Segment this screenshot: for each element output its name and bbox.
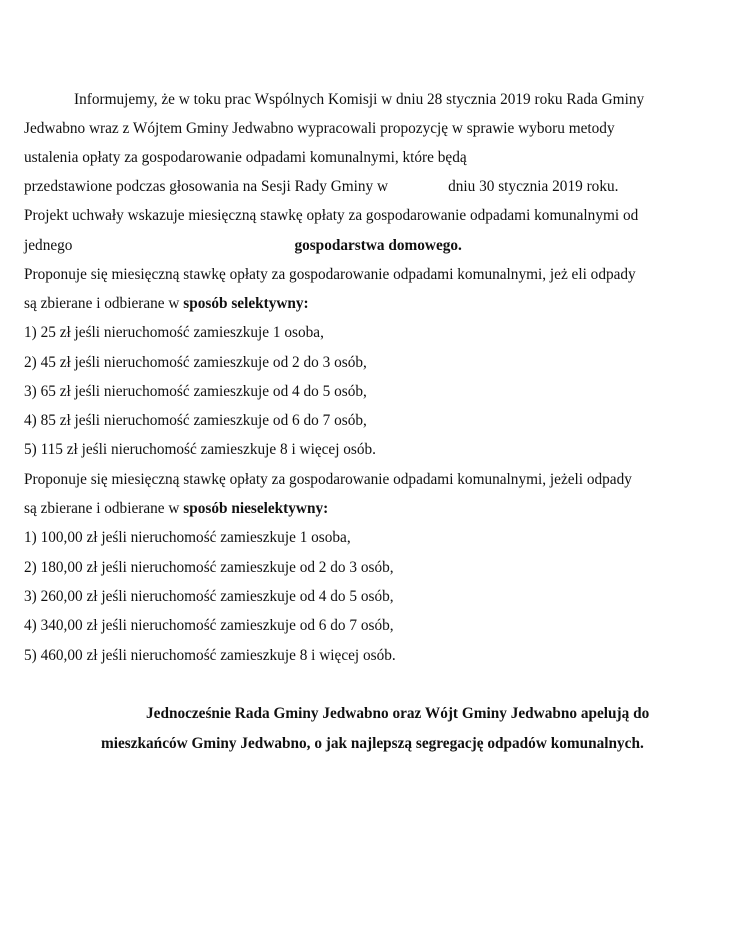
selective-intro-text: są zbierane i odbierane w	[24, 295, 180, 312]
nonselective-intro-text: są zbierane i odbierane w	[24, 500, 180, 517]
intro-line-1: Informujemy, że w toku prac Wspólnych Komisji w dniu 28 stycznia 2019 roku Rada Gminy	[74, 91, 645, 108]
closing-line-2: mieszkańców Gminy Jedwabno, o jak najlepszą segregację odpadów komunalnych.	[101, 735, 644, 752]
intro-line-4-part-1: przedstawione podczas głosowania na Sesji Rady Gminy w	[24, 178, 389, 195]
nonselective-rate-item: 5) 460,00 zł jeśli nieruchomość zamieszkuje 8 i więcej osób.	[24, 647, 396, 664]
selective-rate-item: 2) 45 zł jeśli nieruchomość zamieszkuje od 2 do 3 osób,	[24, 354, 367, 371]
selective-heading: sposób selektywny:	[183, 295, 309, 312]
intro-line-4	[24, 177, 618, 197]
selective-rate-item: 5) 115 zł jeśli nieruchomość zamieszkuje 8 i więcej osób.	[24, 441, 377, 458]
selective-rate-item: 3) 65 zł jeśli nieruchomość zamieszkuje od 4 do 5 osób,	[24, 383, 367, 400]
closing-line-1: Jednocześnie Rada Gminy Jedwabno oraz Wójt Gminy Jedwabno apelują do	[146, 705, 650, 722]
selective-intro-line-1: Proponuje się miesięczną stawkę opłaty za gospodarowanie odpadami komunalnymi, jeż eli odpady	[24, 266, 636, 283]
nonselective-rate-item: 4) 340,00 zł jeśli nieruchomość zamieszkuje od 6 do 7 osób,	[24, 617, 394, 634]
nonselective-intro-line-1: Proponuje się miesięczną stawkę opłaty za gospodarowanie odpadami komunalnymi, jeżeli odpady	[24, 471, 632, 488]
nonselective-rate-item: 2) 180,00 zł jeśli nieruchomość zamieszkuje od 2 do 3 osób,	[24, 559, 394, 576]
household-heading: gospodarstwa domowego.	[294, 237, 462, 254]
intro-line-4-part-2: dniu 30 stycznia 2019 roku.	[448, 178, 619, 195]
intro-line-3: ustalenia opłaty za gospodarowanie odpadami komunalnymi, które będą	[24, 149, 467, 166]
intro-line-2: Jedwabno wraz z Wójtem Gminy Jedwabno wypracowali propozycję w sprawie wyboru metody	[24, 120, 615, 137]
selective-rate-item: 4) 85 zł jeśli nieruchomość zamieszkuje od 6 do 7 osób,	[24, 412, 367, 429]
nonselective-heading: sposób nieselektywny:	[183, 500, 329, 517]
intro-line-6	[24, 236, 462, 256]
selective-intro-line-2	[24, 294, 309, 314]
nonselective-rate-item: 1) 100,00 zł jeśli nieruchomość zamieszkuje 1 osoba,	[24, 529, 351, 546]
nonselective-rate-item: 3) 260,00 zł jeśli nieruchomość zamieszkuje od 4 do 5 osób,	[24, 588, 394, 605]
nonselective-intro-line-2	[24, 499, 328, 519]
intro-line-5: Projekt uchwały wskazuje miesięczną stawkę opłaty za gospodarowanie odpadami komunalnymi od	[24, 207, 639, 224]
intro-line-6-part-1: jednego	[24, 237, 73, 254]
selective-rate-item: 1) 25 zł jeśli nieruchomość zamieszkuje 1 osoba,	[24, 324, 324, 341]
